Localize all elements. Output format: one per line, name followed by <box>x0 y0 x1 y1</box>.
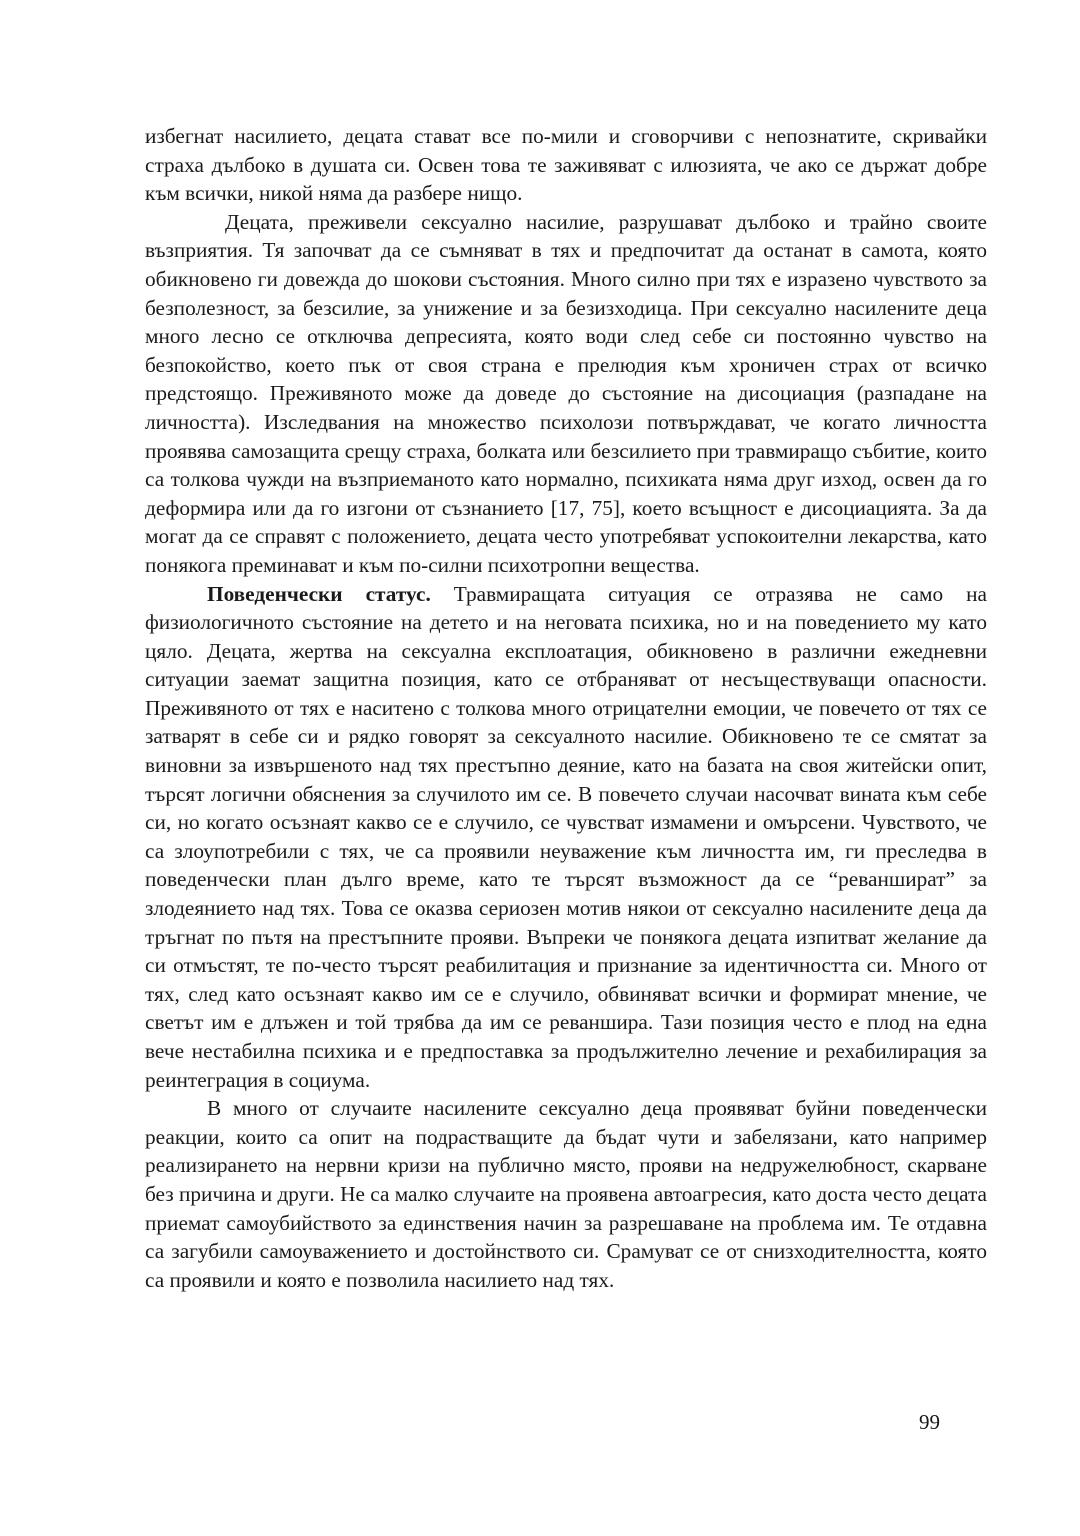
paragraph-continuation: избегнат насилието, децата стават все по-мили и сговорчиви с непознатите, скривайки страха дълбоко в душата си. Освен това те заживяват с илюзията, че ако се държат добре към всички, никой няма да разбере нищо. <box>145 124 987 206</box>
page-number: 99 <box>919 1410 940 1434</box>
paragraph-behavioral-reactions: В много от случаите насилените сексуално деца проявяват буйни поведенчески реакции, които са опит на подрастващите да бъдат чути и забелязани, като например реализирането на нервни кризи на публично място, прояви на недружелюбност, скарване без причина и други. Не са малко случаите на проявена автоагресия, като доста често децата приемат самоубийството за единствения начин за разрешаване на проблема им. Те отдавна са загубили самоуважението и достойнството си. Срамуват се от снизходителността, която са проявили и която е позволила насилието над тях. <box>145 1096 988 1292</box>
section-heading-behavioral-status: Поведенчески статус. <box>207 581 431 606</box>
paragraph-behavioral-status <box>145 580 987 1095</box>
page-body <box>145 122 987 1294</box>
paragraph-behavioral-status-text: Травмиращата ситуация се отразява не само на физиологичното състояние на детето и на неговата психика, но и на поведението му като цяло. Децата, жертва на сексуална експлоатация, обикновено в различни ежедневни ситуации заемат защитна позиция, като се отбраняват от несъществуващи опасности. Преживяното от тях е наситено с толкова много отрицателни емоции, че повечето от тях се затварят в себе си и рядко говорят за сексуалното насилие. Обикновено те се смятат за виновни за извършеното над тях престъпно деяние, като на базата на своя житейски опит, търсят логични обяснения за случилото им се. В повечето случаи насочват вината към себе си, но когато осъзнаят какво се е случило, се чувстват измамени и омърсени. Чувството, че са злоупотребили с тях, че са проявили неуважение към личността им, ги преследва в поведенчески план дълго време, като те търсят възможност да се “реваншират” за злодеянието над тях. Това се оказва сериозен мотив някои от сексуално насилените деца да тръгнат по пътя на престъпните прояви. Въпреки че понякога децата изпитват желание да си отмъстят, те по-често търсят реабилитация и признание за идентичността си. Много от тях, след като осъзнаят какво им се е случило, обвиняват всички и формират мнение, че светът им е длъжен и той трябва да им се реваншира. Тази позиция често е плод на една вече нестабилна психика и е предпоставка за продължително лечение и рехабилирация за реинтеграция в социума. <box>145 581 987 1092</box>
paragraph-psychological-effects: Децата, преживели сексуално насилие, разрушават дълбоко и трайно своите възприятия. Тя започват да се съмняват в тях и предпочитат да останат в самота, която обикновено ги довежда до шокови състояния. Много силно при тях е изразено чувството за безполезност, за безсилие, за унижение и за безизходица. При сексуално насилените деца много лесно се отключва депресията, която води след себе си постоянно чувство на безпокойство, което пък от своя страна е прелюдия към хроничен страх от всичко предстоящо. Преживяното може да доведе до състояние на дисоциация (разпадане на личността). Изследвания на множество психолози потвърждават, че когато личността проявява самозащита срещу страха, болката или безсилието при травмиращо събитие, които са толкова чужди на възприеманото като нормално, психиката няма друг изход, освен да го деформира или да го изгони от съзнанието [17, 75], което всъщност е дисоциацията. За да могат да се справят с положението, децата често употребяват успокоителни лекарства, като понякога преминават и към по-силни психотропни вещества. <box>145 209 987 577</box>
